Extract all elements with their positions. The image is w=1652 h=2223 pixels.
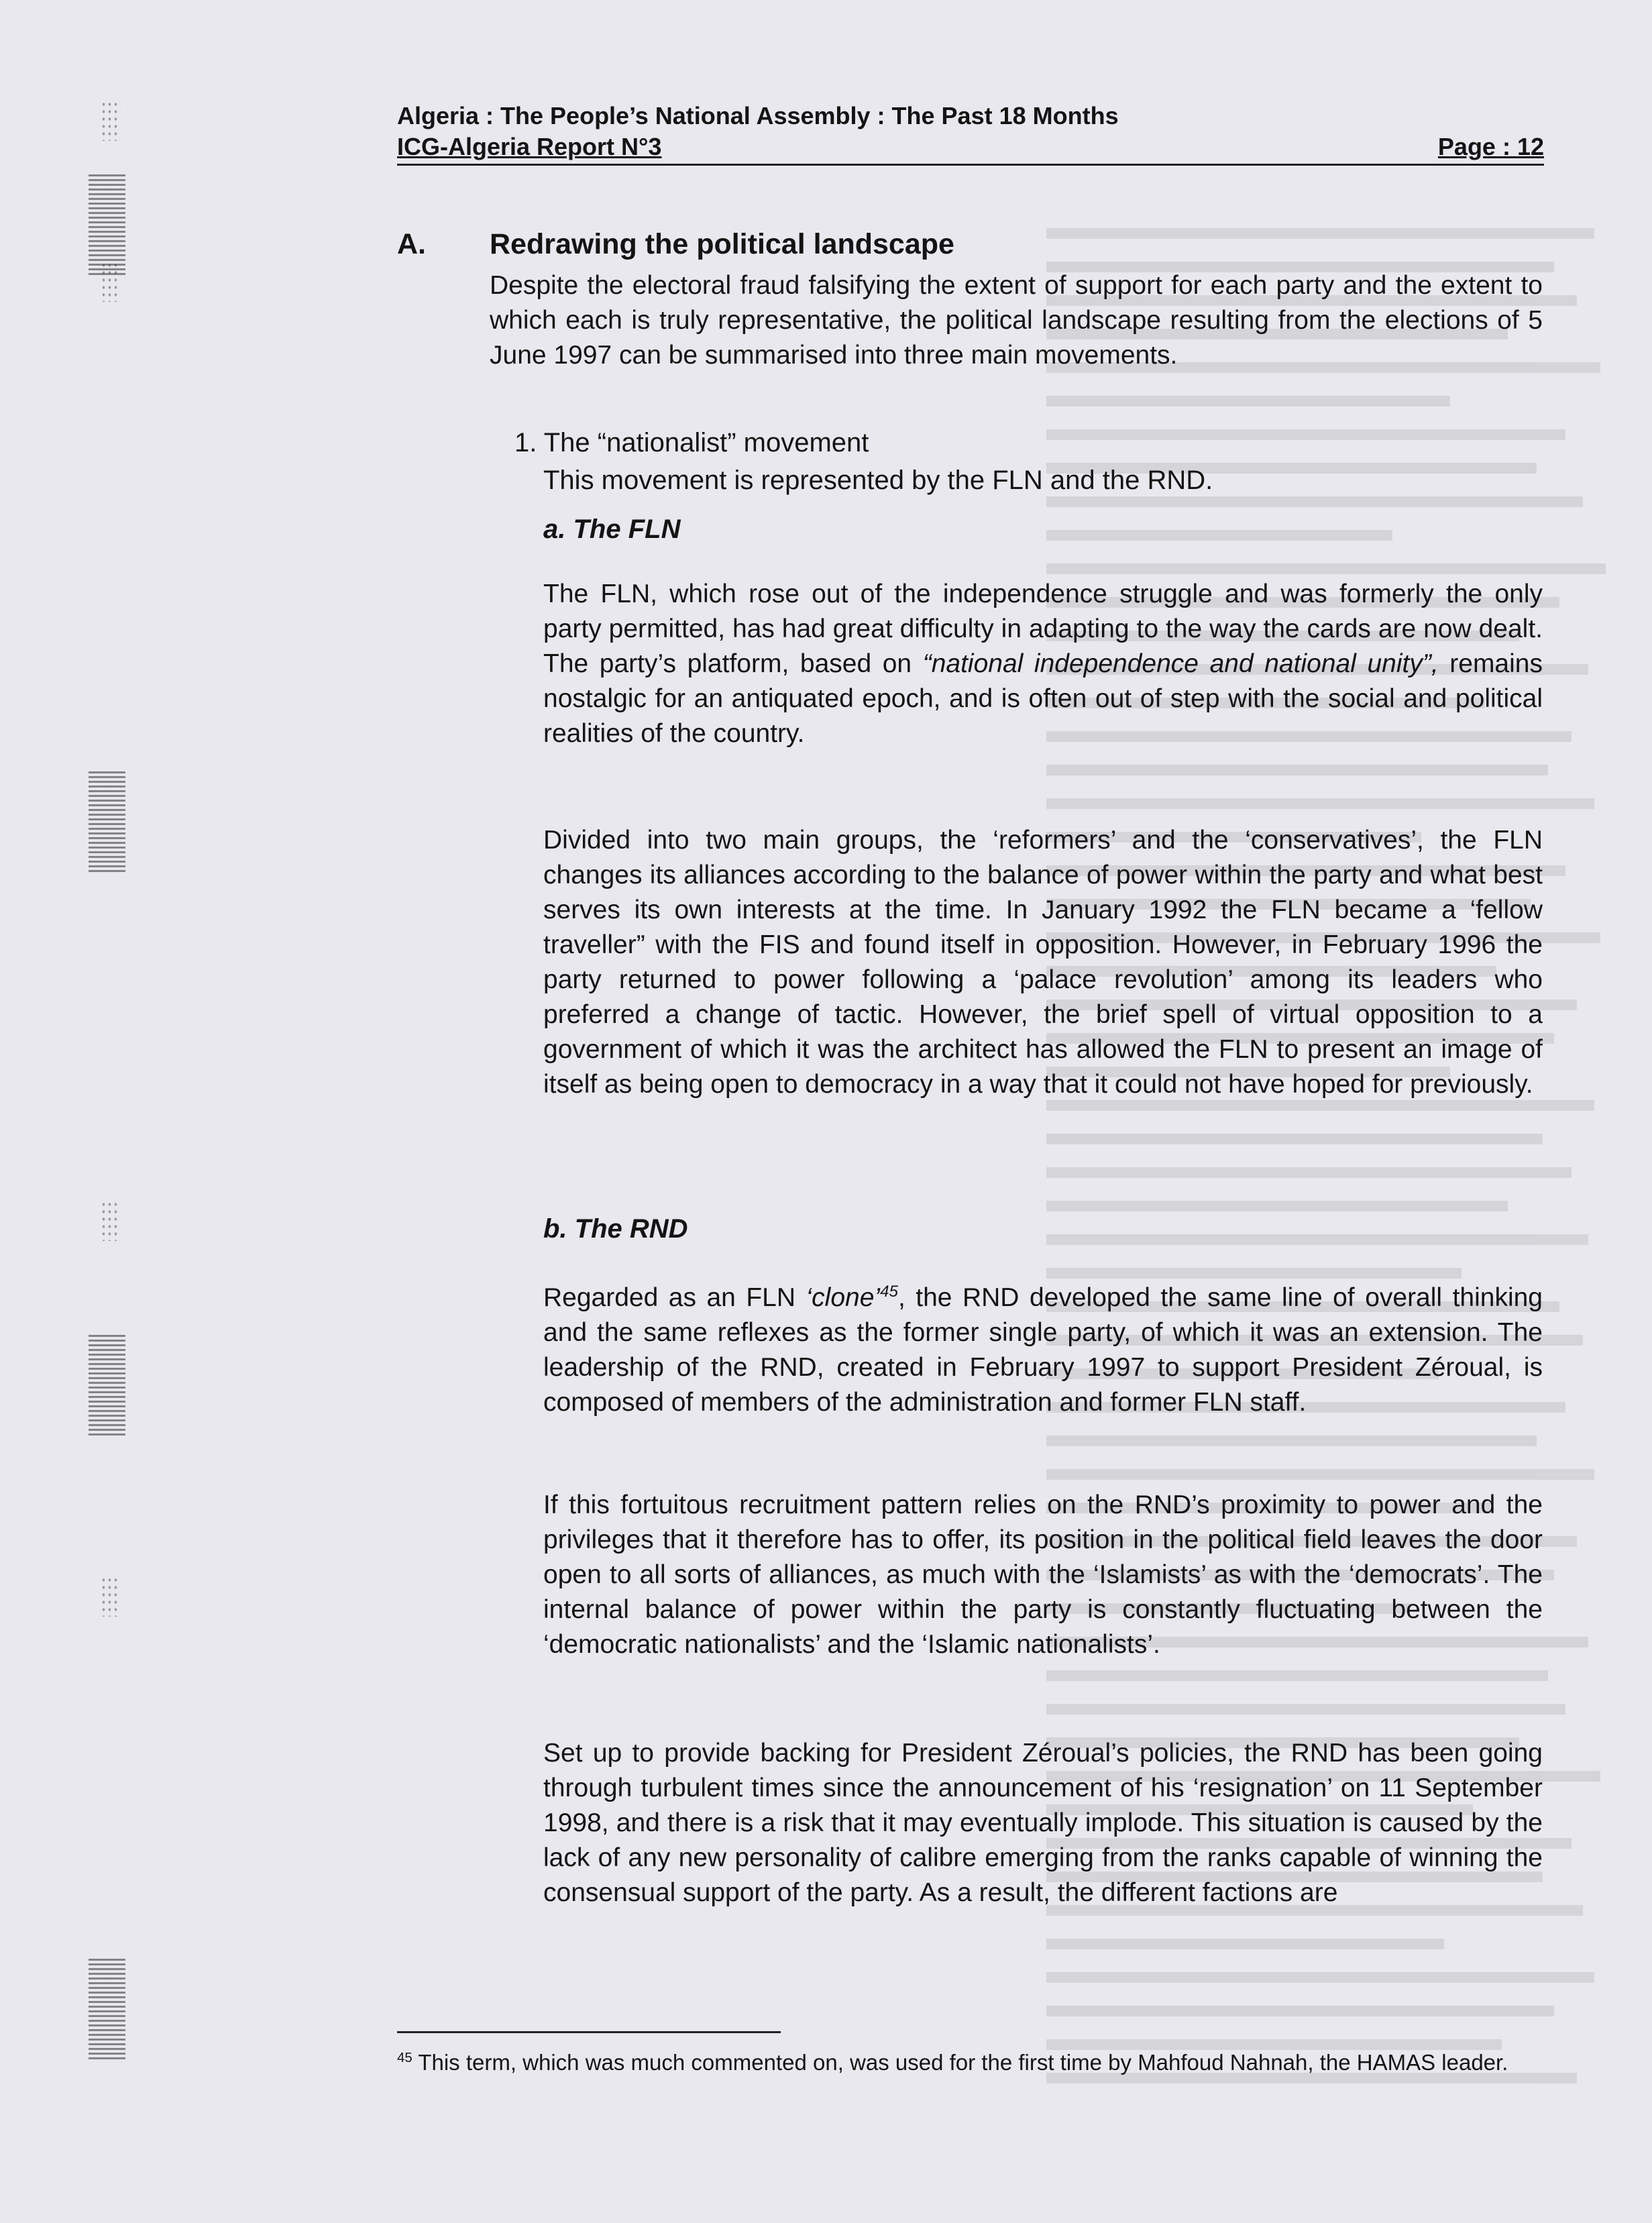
- movement-description: This movement is represented by the FLN and the RND.: [543, 466, 1213, 495]
- footnote-divider: [397, 2031, 781, 2033]
- movement-title: 1. The “nationalist” movement: [514, 428, 869, 457]
- section-title: Redrawing the political landscape: [490, 228, 954, 260]
- page-header: [397, 101, 1544, 166]
- rnd-paragraph-1: [543, 1275, 1543, 1420]
- footnote: [397, 2043, 1551, 2077]
- rnd-heading: b. The RND: [543, 1214, 688, 1244]
- fln-p1-text-end: remains nostalgic for an antiquated epoch, and is often out of step with the social and political realities of the country.: [543, 649, 1543, 748]
- section-intro: Despite the electoral fraud falsifying the extent of support for each party and the extent to which each is truly representative, the political landscape resulting from the elections of 5 June 1997 can be summarised into three main movements.: [490, 271, 1543, 370]
- footnote-number: 45: [397, 2050, 412, 2065]
- footnote-ref: 45: [880, 1283, 898, 1301]
- document-title: Algeria : The People’s National Assembly : The Past 18 Months: [397, 102, 1119, 129]
- rnd-clone-quote: ‘clone’: [806, 1283, 881, 1312]
- fln-p1-text: The FLN, which rose out of the independence struggle and was formerly the only party permitted, has had great difficulty in adapting to the way the cards are now dealt. The party’s platform, based on: [543, 580, 1543, 678]
- rnd-paragraph-2: If this fortuitous recruitment pattern relies on the RND’s proximity to power and the privileges that it therefore has to offer, its position in the political field leaves the door open to all sorts of alliances, as much with the ‘Islamists’ as with the ‘democrats’. The internal balance of power within the party is constantly fluctuating between the ‘democratic nationalists’ and the ‘Islamic nationalists’.: [543, 1490, 1543, 1659]
- fln-paragraph-2: Divided into two main groups, the ‘reformers’ and the ‘conservatives’, the FLN changes its alliances according to the balance of power within the party and what best serves its own interests at the time. In January 1992 the FLN became a ‘fellow traveller” with the FIS and found itself in opposition. However, in February 1996 the party returned to power following a ‘palace revolution’ among its leaders who preferred a change of tactic. However, the brief spell of virtual opposition to a government of which it was the architect has allowed the FLN to present an image of itself as being open to democracy in a way that it could not have hoped for previously.: [543, 826, 1543, 1099]
- fln-heading: a. The FLN: [543, 514, 681, 544]
- section-letter: A.: [397, 228, 426, 260]
- rnd-paragraph-3: Set up to provide backing for President Zéroual’s policies, the RND has been going through turbulent times since the announcement of his ‘resignation’ on 11 September 1998, and there is a risk that it may eventually implode. This situation is caused by the lack of any new personality of calibre emerging from the ranks capable of winning the consensual support of the party. As a result, the different factions are: [543, 1739, 1543, 1907]
- binding-marks: [80, 101, 134, 2046]
- report-id: ICG-Algeria Report N°3: [397, 133, 662, 160]
- fln-quote: “national independence and national unity”,: [922, 649, 1439, 678]
- page-number: Page : 12: [1437, 133, 1544, 160]
- fln-paragraph-1: [543, 577, 1543, 751]
- rnd-p1-text-end: , the RND developed the same line of overall thinking and the same reflexes as the former single party, of which it was an extension. The leadership of the RND, created in February 1997 to support President Zéroual, is composed of members of the administration and former FLN staff.: [543, 1283, 1543, 1417]
- section-heading: [397, 228, 954, 261]
- footnote-text: This term, which was much commented on, was used for the first time by Mahfoud Nahnah, the HAMAS leader.: [412, 2050, 1508, 2075]
- rnd-p1-text: Regarded as an FLN: [543, 1283, 806, 1312]
- header-row: [397, 131, 1544, 166]
